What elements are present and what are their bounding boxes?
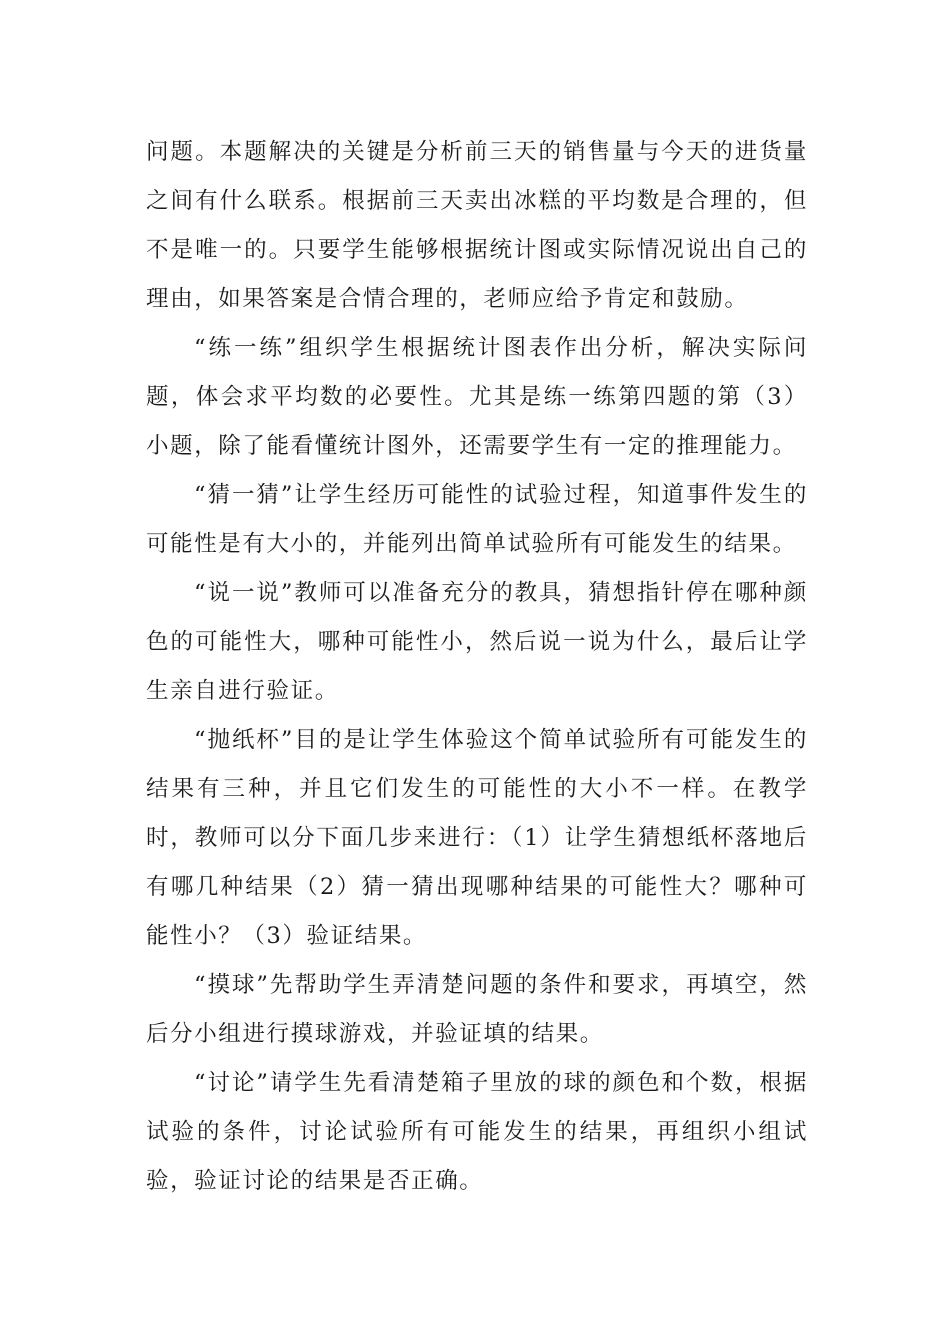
- paragraph-continued: 问题。本题解决的关键是分析前三天的销售量与今天的进货量之间有什么联系。根据前三天卖出冰糕的平均数是合理的，但不是唯一的。只要学生能够根据统计图或实际情况说出自己的理由，如果答案是合情合理的，老师应给予肯定和鼓励。: [146, 139, 808, 312]
- paragraph-taolun: “讨论”请学生先看清楚箱子里放的球的颜色和个数，根据试验的条件，讨论试验所有可能发生的结果，再组织小组试验，验证讨论的结果是否正确。: [146, 1070, 808, 1194]
- paragraph-paozhibei: “抛纸杯”目的是让学生体验这个简单试验所有可能发生的结果有三种，并且它们发生的可能性的大小不一样。在教学时，教师可以分下面几步来进行：（1）让学生猜想纸杯落地后有哪几种结果（2）猜一猜出现哪种结果的可能性大？哪种可能性小？（3）验证结果。: [146, 727, 808, 949]
- paragraph-caiyicai: “猜一猜”让学生经历可能性的试验过程，知道事件发生的可能性是有大小的，并能列出简单试验所有可能发生的结果。: [146, 482, 808, 557]
- document-body: [146, 128, 808, 1206]
- paragraph-lianyilian: “练一练”组织学生根据统计图表作出分析，解决实际问题，体会求平均数的必要性。尤其是练一练第四题的第（3）小题，除了能看懂统计图外，还需要学生有一定的推理能力。: [146, 335, 808, 459]
- paragraph-shuoyishuo: “说一说”教师可以准备充分的教具，猜想指针停在哪种颜色的可能性大，哪种可能性小，然后说一说为什么，最后让学生亲自进行验证。: [146, 580, 808, 704]
- paragraph-moqiu: “摸球”先帮助学生弄清楚问题的条件和要求，再填空，然后分小组进行摸球游戏，并验证填的结果。: [146, 972, 808, 1047]
